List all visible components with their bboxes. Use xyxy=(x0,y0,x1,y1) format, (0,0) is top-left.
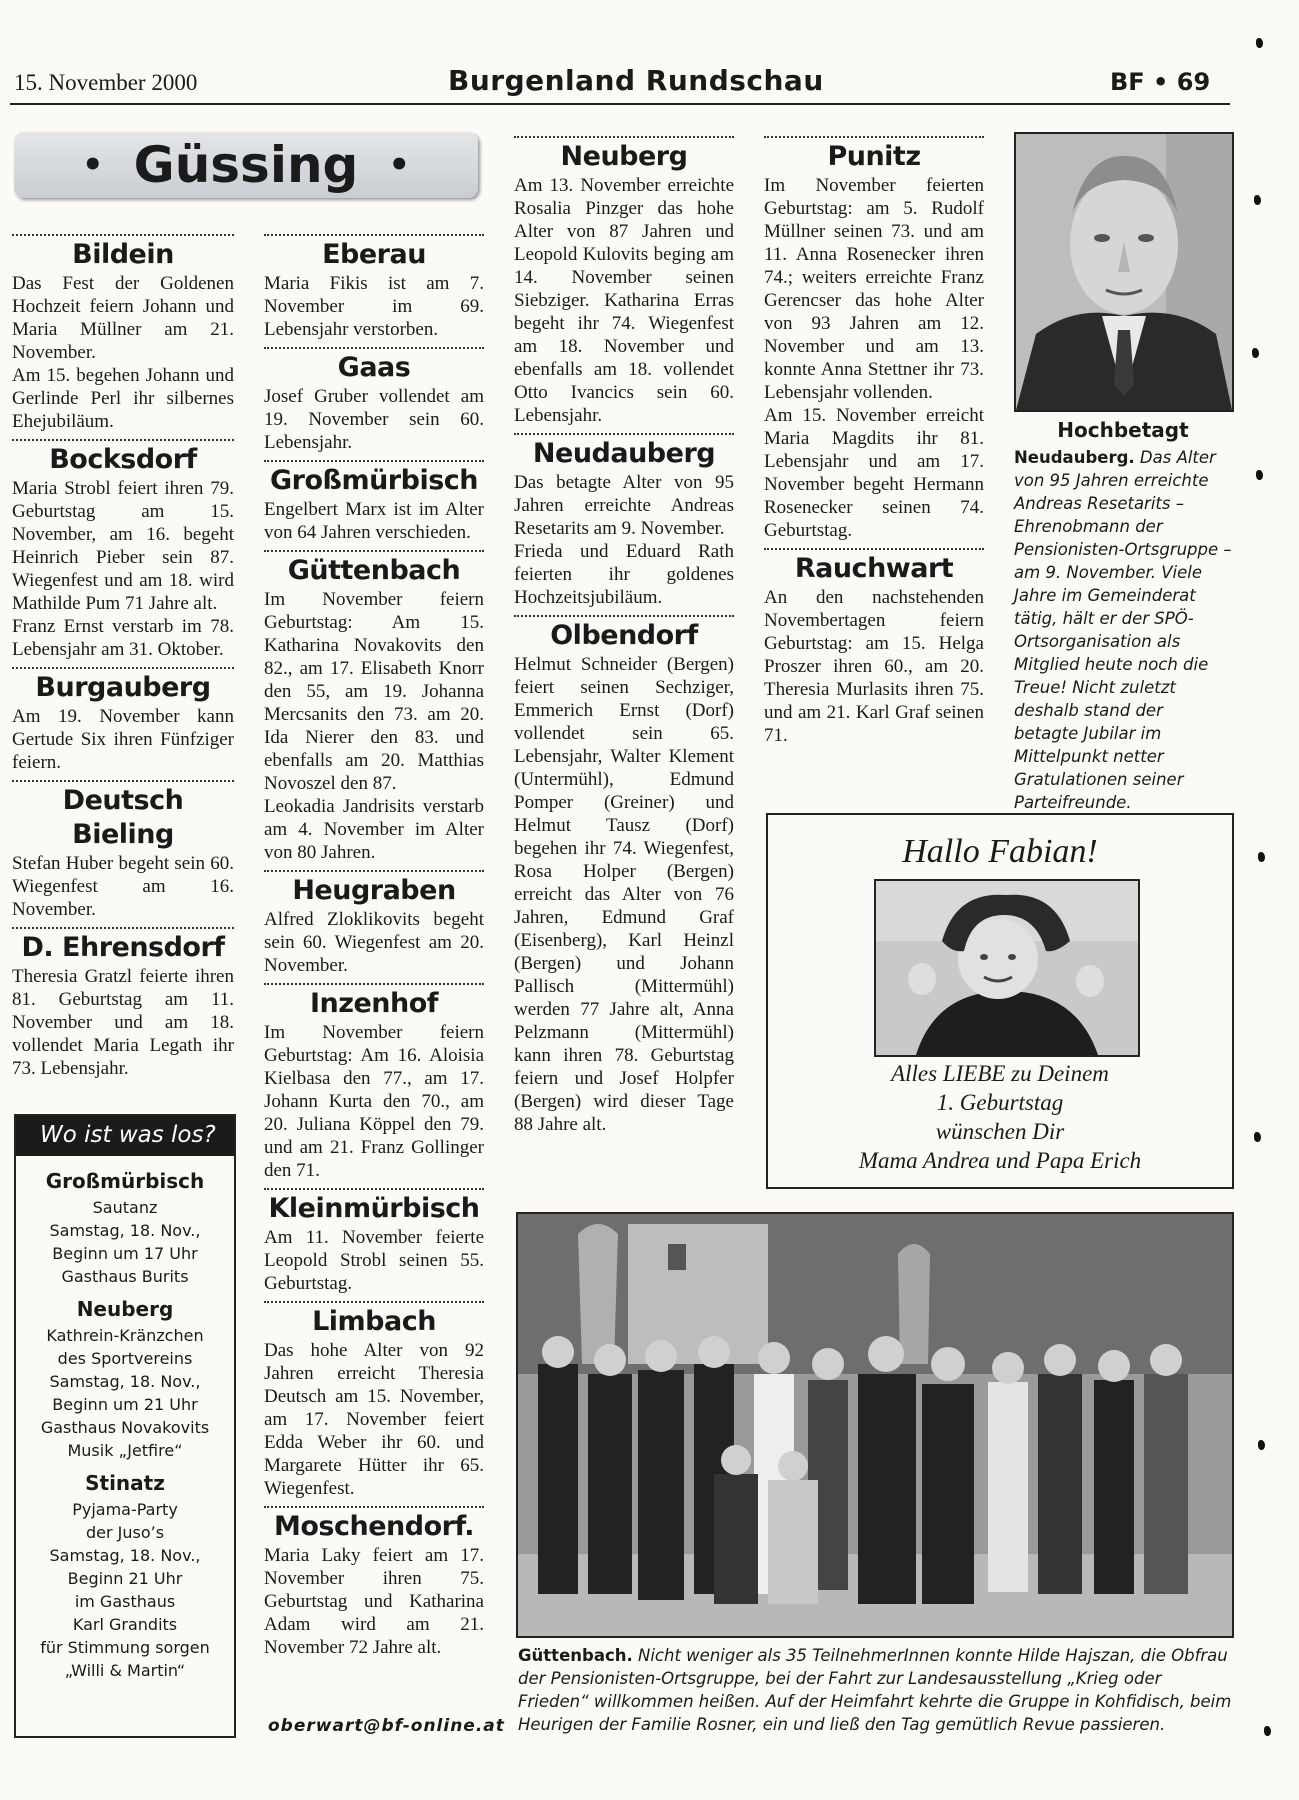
article-olbendorf xyxy=(514,615,734,1136)
article-text: Am 15. begehen Johann und Gerlinde Perl ihr silbernes Ehejubiläum. xyxy=(12,365,234,432)
article-kleinmuerbisch xyxy=(264,1188,484,1295)
events-title: Wo ist was los? xyxy=(16,1116,234,1156)
event-line: Gasthaus Burits xyxy=(61,1267,189,1286)
contact-email[interactable]: oberwart@bf-online.at xyxy=(268,1716,505,1736)
article-burgauberg xyxy=(12,667,234,774)
issue-date: 15. November 2000 xyxy=(14,70,198,95)
caption-lead: Güttenbach. xyxy=(518,1646,633,1665)
article-title: Inzenhof xyxy=(309,988,439,1019)
article-text: Engelbert Marx ist im Alter von 64 Jahren verschieden. xyxy=(264,499,484,543)
caption-body: Nicht weniger als 35 TeilnehmerInnen konnte Hilde Hajszan, die Obfrau der Pensionisten-Ortsgruppe, bei der Fahrt zur Landesausstellung „Krieg oder Frieden“ willkommen heißen. Auf der Heimfahrt kehrte die Gruppe in Kohfidisch, beim Heurigen der Familie Rosner, ein und ließ den Tag gemütlich Revue passieren. xyxy=(518,1646,1232,1734)
event-line: Beginn 21 Uhr xyxy=(67,1569,183,1588)
scan-mark-icon xyxy=(1256,470,1263,480)
event-line: des Sportvereins xyxy=(57,1349,193,1368)
article-d-ehrensdorf xyxy=(12,927,234,1080)
article-bocksdorf xyxy=(12,439,234,661)
article-neuberg xyxy=(514,136,734,427)
article-text: Maria Strobl feiert ihren 79. Geburtstag am 15. November, am 16. begeht Heinrich Pieber sein 87. Wiegenfest und am 18. wird Mathilde Pum 71 Jahre alt. xyxy=(12,478,234,614)
scan-mark-icon xyxy=(1258,852,1265,862)
article-title: Großmürbisch xyxy=(270,465,478,496)
article-text: Das Fest der Goldenen Hochzeit feiern Johann und Maria Müllner am 21. November. xyxy=(12,273,234,363)
baby-photo xyxy=(874,879,1140,1057)
article-title: Moschendorf. xyxy=(274,1511,474,1542)
article-text: Franz Ernst verstarb im 78. Lebensjahr am 31. Oktober. xyxy=(12,616,234,660)
article-title: Eberau xyxy=(322,239,426,270)
article-title: D. Ehrensdorf xyxy=(21,932,225,963)
article-text: An den nachstehenden Novembertagen feiern Geburtstag: am 15. Helga Proszer ihren 60., am 20. Theresia Murlasits ihren 75. und am 21. Karl Graf seinen 71. xyxy=(764,587,984,746)
article-eberau xyxy=(264,234,484,341)
group-image xyxy=(518,1214,1232,1636)
article-text: Im November feierten Geburtstag: am 5. Rudolf Müllner seinen 73. und am 11. Anna Rosenecker ihren 74.; weiters erreichte Franz Gerencser das hohe Alter von 93 Jahren am 12. November und am 13. konnte Anna Stettner ihr 73. Lebensjahr vollenden. xyxy=(764,175,984,403)
article-title: Punitz xyxy=(827,141,921,172)
greeting-message xyxy=(768,1059,1232,1175)
group-photo xyxy=(516,1212,1234,1638)
article-text: Am 19. November kann Gertude Six ihren Fünfziger feiern. xyxy=(12,706,234,773)
article-title: Limbach xyxy=(312,1306,436,1337)
article-text: Das hohe Alter von 92 Jahren erreicht Theresia Deutsch am 15. November, am 17. November feiert Edda Weber ihr 60. und Margarete Hütter ihr 65. Wiegenfest. xyxy=(264,1340,484,1499)
event-line: der Juso’s xyxy=(85,1523,165,1542)
article-inzenhof xyxy=(264,983,484,1182)
article-text: Maria Fikis ist am 7. November im 69. Lebensjahr verstorben. xyxy=(264,273,484,340)
news-column-4 xyxy=(764,136,984,747)
article-neudauberg xyxy=(514,433,734,609)
article-bildein xyxy=(12,234,234,433)
article-gaas xyxy=(264,347,484,454)
article-text: Theresia Gratzl feierte ihren 81. Geburtstag am 11. November und am 18. vollendet Maria Legath ihr 73. Lebensjahr. xyxy=(12,966,234,1079)
article-text: Am 11. November feierte Leopold Strobl seinen 55. Geburtstag. xyxy=(264,1227,484,1294)
news-column-1 xyxy=(12,228,234,1080)
events-box xyxy=(14,1114,236,1738)
article-title: Neuberg xyxy=(560,141,688,172)
scan-mark-icon xyxy=(1252,348,1259,358)
scan-mark-icon xyxy=(1254,1132,1261,1142)
event-line: für Stimmung sorgen xyxy=(40,1638,210,1657)
event-line: Sautanz xyxy=(92,1198,158,1217)
article-text: Im November feiern Geburtstag: Am 16. Aloisia Kielbasa den 77., am 17. Johann Kurta den 70., am 20. Juliana Köppel den 79. und am 21. Franz Gollinger den 71. xyxy=(264,1022,484,1181)
portrait-caption-title: Hochbetagt xyxy=(1057,418,1189,442)
article-guettenbach xyxy=(264,550,484,864)
article-text: Am 15. November erreicht Maria Magdits ihr 81. Lebensjahr und am 17. November begeht Hermann Rosenecker seinen 74. Geburtstag. xyxy=(764,405,984,541)
article-rauchwart xyxy=(764,548,984,747)
event-line: Beginn um 21 Uhr xyxy=(52,1395,198,1414)
publication-title: Burgenland Rundschau xyxy=(448,64,824,97)
events-list xyxy=(16,1156,234,1682)
event-line: Beginn um 17 Uhr xyxy=(52,1244,198,1263)
article-text: Josef Gruber vollendet am 19. November sein 60. Lebensjahr. xyxy=(264,386,484,453)
baby-image xyxy=(876,881,1138,1055)
article-moschendorf xyxy=(264,1506,484,1659)
banner-bullet-icon: • xyxy=(81,145,104,185)
greeting-title: Hallo Fabian! xyxy=(902,833,1098,870)
scan-mark-icon xyxy=(1264,1726,1271,1736)
header-rule xyxy=(10,103,1230,105)
banner-title: Güssing xyxy=(133,136,359,194)
event-line: Gasthaus Novakovits xyxy=(40,1418,210,1437)
caption-lead: Neudauberg. xyxy=(1014,448,1135,467)
event-place: Neuberg xyxy=(76,1297,174,1321)
greeting-line: wünschen Dir xyxy=(935,1119,1065,1144)
greeting-line: 1. Geburtstag xyxy=(936,1090,1064,1115)
article-text: Im November feiern Geburtstag: Am 15. Katharina Novakovits den 82., am 17. Elisabeth Knorr den 55, am 19. Johanna Mercsanits den 73. am 20. Ida Nierer den 83. und ebenfalls am 20. Matthias Novoszel den 87. xyxy=(264,589,484,794)
page-number: BF • 69 xyxy=(1110,68,1211,96)
article-title: Olbendorf xyxy=(550,620,698,651)
news-column-2 xyxy=(264,228,484,1659)
article-title: Deutsch Bieling xyxy=(62,785,184,850)
news-column-3 xyxy=(514,136,734,1136)
article-title: Neudauberg xyxy=(532,438,716,469)
portrait-caption-text xyxy=(1014,446,1232,814)
article-punitz xyxy=(764,136,984,542)
article-title: Gaas xyxy=(337,352,411,383)
article-title: Rauchwart xyxy=(794,553,954,584)
article-text: Maria Laky feiert am 17. November ihren 75. Geburtstag und Katharina Adam wird am 21. November 72 Jahre alt. xyxy=(264,1545,484,1658)
banner-bullet-icon: • xyxy=(388,145,411,185)
portrait-caption xyxy=(1014,418,1232,814)
event-line: Karl Grandits xyxy=(72,1615,178,1634)
scan-mark-icon xyxy=(1258,1440,1265,1450)
event-place: Großmürbisch xyxy=(45,1169,205,1193)
birthday-greeting-box xyxy=(766,813,1234,1189)
event-line: Samstag, 18. Nov., xyxy=(49,1546,201,1565)
event-line: Musik „Jetfire“ xyxy=(67,1441,183,1460)
caption-body: Das Alter von 95 Jahren erreichte Andreas Resetarits – Ehrenobmann der Pensionisten-Ortsgruppe – am 9. November. Viele Jahre im Gemeinderat tätig, hält er der SPÖ-Ortsorganisation als Mitglied heute noch die Treue! Nicht zuletzt deshalb stand der betagte Jubilar im Mittelpunkt netter Gratulationen seiner Parteifreunde. xyxy=(1014,448,1232,812)
greeting-line: Alles LIEBE zu Deinem xyxy=(891,1061,1109,1086)
article-text: Stefan Huber begeht sein 60. Wiegenfest am 16. November. xyxy=(12,853,234,920)
portrait-image xyxy=(1016,134,1232,410)
article-deutsch-bieling xyxy=(12,780,234,921)
article-text: Alfred Zloklikovits begeht sein 60. Wiegenfest am 20. November. xyxy=(264,909,484,976)
article-text: Helmut Schneider (Bergen) feiert seinen Sechziger, Emmerich Ernst (Dorf) vollendet sein 65. Lebensjahr, Walter Klement (Untermühl), Edmund Pomper (Greiner) und Helmut Tausz (Dorf) begehen ihr 74. Wiegenfest, Rosa Holper (Bergen) erreicht das Alter von 76 Jahren, Edmund Graf (Eisenberg), Karl Heinzl (Bergen) und Johann Pallisch (Mittermühl) werden 77 Jahre alt, Anna Pelzmann (Mittermühl) kann ihren 78. Geburtstag feiern und Josef Holpfer (Bergen) wird dieser Tage 88 Jahre alt. xyxy=(514,654,734,1135)
scan-mark-icon xyxy=(1256,38,1263,48)
greeting-line: Mama Andrea und Papa Erich xyxy=(858,1148,1142,1173)
event-line: Kathrein-Kränzchen xyxy=(46,1326,204,1345)
portrait-photo xyxy=(1014,132,1234,412)
article-limbach xyxy=(264,1301,484,1500)
event-line: Samstag, 18. Nov., xyxy=(49,1221,201,1240)
event-line: „Willi & Martin“ xyxy=(64,1661,186,1680)
event-line: Pyjama-Party xyxy=(72,1500,178,1519)
section-banner xyxy=(14,132,478,198)
article-title: Bildein xyxy=(72,239,174,270)
article-title: Heugraben xyxy=(292,875,456,906)
article-grossmuerbisch xyxy=(264,460,484,544)
group-photo-caption xyxy=(518,1644,1234,1736)
article-title: Burgauberg xyxy=(35,672,211,703)
article-title: Güttenbach xyxy=(287,555,461,586)
article-text: Frieda und Eduard Rath feierten ihr goldenes Hochzeitsjubiläum. xyxy=(514,541,734,608)
scan-mark-icon xyxy=(1254,195,1261,205)
article-title: Kleinmürbisch xyxy=(268,1193,480,1224)
article-heugraben xyxy=(264,870,484,977)
article-text: Das betagte Alter von 95 Jahren erreichte Andreas Resetarits am 9. November. xyxy=(514,472,734,539)
event-place: Stinatz xyxy=(85,1471,165,1495)
event-line: Samstag, 18. Nov., xyxy=(49,1372,201,1391)
article-title: Bocksdorf xyxy=(49,444,197,475)
article-text: Leokadia Jandrisits verstarb am 4. November im Alter von 80 Jahren. xyxy=(264,796,484,863)
event-line: im Gasthaus xyxy=(74,1592,176,1611)
article-text: Am 13. November erreichte Rosalia Pinzger das hohe Alter von 87 Jahren und Leopold Kulovits beging am 14. November seinen Siebziger. Katharina Erras begeht ihr 74. Wiegenfest am 18. November und ebenfalls am 18. vollendet Otto Ivancics sein 60. Lebensjahr. xyxy=(514,175,734,426)
